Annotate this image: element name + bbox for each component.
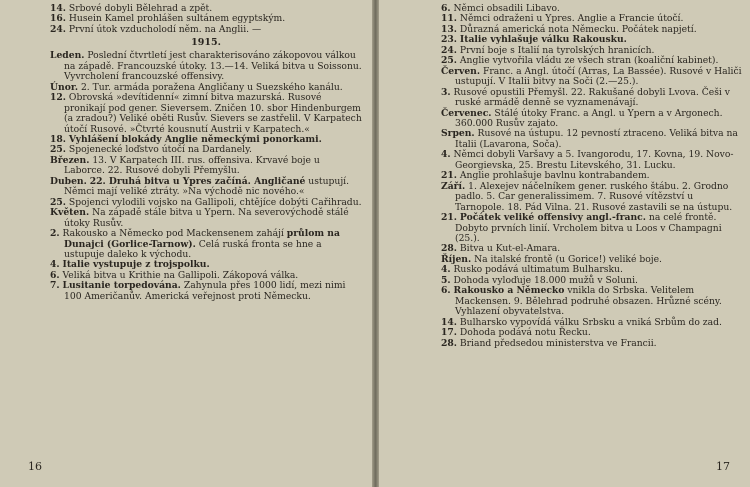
entry-day: 3. xyxy=(441,86,451,98)
entry-text: Obrovská »devítidenní« zimní bitva mazurská. Rusové pronikají pod gener. Sieversem. Zničen 10. sbor Hindenburgem (a zradou?) Veliké oběti Rusův. Sievers se zastřelil. V Karpatech útočí Rusové. »Čtvrté kousnutí Austrii v Karpatech.« xyxy=(64,92,362,135)
entry-text: Němci dobyli Varšavy a 5. Ivangorodu, 17. Kovna, 19. Novo-Georgievska, 25. Brestu Litevského, 31. Lucku. xyxy=(453,149,734,171)
entry-text: Zahynula přes 1000 lidí, mezi nimi 100 Američanův. Americká veřejnost proti Německu. xyxy=(64,280,346,302)
month-label: Leden. xyxy=(50,50,85,62)
right-entries xyxy=(441,4,744,349)
entry-text: Spojenecké loďstvo útočí na Dardanely. xyxy=(68,144,252,156)
entry-highlight: 22. Druhá bitva u Ypres začíná. Angličané xyxy=(89,175,306,187)
chronology-entry xyxy=(441,182,744,213)
entry-highlight: Italie vyhlašuje válku Rakousku. xyxy=(459,34,627,46)
chronology-entry xyxy=(441,88,744,109)
entry-highlight: Počátek veliké offensivy angl.-franc. xyxy=(459,212,646,224)
month-label: Únor. xyxy=(50,81,79,93)
entry-text: 1. Alexejev náčelníkem gener. ruského štábu. 2. Grodno padlo. 5. Car generalissimem. 7. Rusové vítězství u Tarnopole. 18. Pád Vilna. 21. Rusové zastavili se na ústupu. xyxy=(455,180,733,213)
entry-day: 23. xyxy=(441,34,457,46)
entry-day: 28. xyxy=(441,243,457,255)
entry-highlight: Lusitanie torpedována. xyxy=(62,280,181,292)
entry-day: 25. xyxy=(50,196,66,208)
entry-day: 18. xyxy=(50,133,66,145)
entry-text: 2. Tur. armáda poražena Angličany u Suezského kanálu. xyxy=(80,81,343,93)
page-number-right: 17 xyxy=(716,460,730,473)
entry-day: 21. xyxy=(441,212,457,224)
entry-text: vnikla do Srbska. Velitelem Mackensen. 9. Bělehrad podruhé obsazen. Hrůzné scény. Vyhlazení obyvatelstva. xyxy=(455,285,722,318)
entry-text: Rusko podává ultimatum Bulharsku. xyxy=(453,264,623,276)
entry-text: Veliká bitva u Krithie na Gallipoli. Zákopová válka. xyxy=(62,269,299,281)
entry-text: ustupují. Němci mají veliké ztráty. »Na východě nic nového.« xyxy=(64,175,350,198)
entry-text: Bitva u Kut-el-Amara. xyxy=(459,243,561,255)
entry-text: První útok vzducholodí něm. na Anglii. — xyxy=(68,23,262,35)
entry-day: 16. xyxy=(50,13,66,25)
entry-day: 2. xyxy=(50,228,60,240)
entry-text: Franc. a Angl. útočí (Arras, La Bassée). Rusové v Haliči ustupují. V Italii bitvy na Soči (2.—25.). xyxy=(455,65,742,88)
entry-highlight: Italie vystupuje z trojspolku. xyxy=(62,259,210,271)
entry-day: 25. xyxy=(441,55,457,67)
entry-text: Briand předsedou ministerstva ve Francii. xyxy=(459,337,657,349)
entry-text: Rakousko a Německo pod Mackensenem zahájí xyxy=(62,228,284,240)
entry-highlight: průlom na Dunajci (Gorlice-Tarnow). xyxy=(64,228,340,250)
entry-text: Bulharsko vypovídá válku Srbsku a vniká Srbům do zad. xyxy=(459,316,722,328)
entry-day: 6. xyxy=(441,3,451,14)
entry-day: 4. xyxy=(441,149,451,161)
year-heading: 1915. xyxy=(191,37,221,49)
chronology-entry xyxy=(441,129,744,150)
entry-day: 14. xyxy=(441,316,457,328)
entry-day: 5. xyxy=(441,274,451,286)
chronology-entry xyxy=(441,67,744,88)
left-top-entries xyxy=(50,4,362,35)
month-label: Červenec. xyxy=(441,107,492,119)
entry-text: Němci odraženi u Ypres. Anglie a Francie útočí. xyxy=(459,13,684,25)
entry-day: 4. xyxy=(50,259,60,271)
page-number-left: 16 xyxy=(28,460,42,473)
chronology-entry xyxy=(441,286,744,317)
entry-day: 7. xyxy=(50,280,60,292)
entry-day: 28. xyxy=(441,337,457,349)
entry-text: První boje s Italií na tyrolských hranicích. xyxy=(459,44,655,56)
entry-day: 13. xyxy=(441,23,457,35)
entry-text: na celé frontě. Dobyto prvních linií. Vrcholem bitva u Loos v Champagni (25.). xyxy=(455,212,722,244)
chronology-entry xyxy=(50,177,362,198)
entry-text: Husein Kamel prohlášen sultánem egyptským. xyxy=(68,13,286,25)
chronology-entry xyxy=(50,281,362,302)
month-label: Březen. xyxy=(50,154,90,166)
entry-day: 25. xyxy=(50,144,66,156)
left-entries xyxy=(50,51,362,302)
entry-day: 12. xyxy=(50,92,66,104)
entry-text: Rusové opustili Přemyšl. 22. Rakušané dobyli Lvova. Češi v ruské armádě denně se vyznamenávají. xyxy=(453,86,730,109)
entry-text: Dohoda podává notu Řecku. xyxy=(459,327,591,339)
chronology-entry xyxy=(441,213,744,244)
chronology-entry xyxy=(50,51,362,82)
entry-day: 14. xyxy=(50,3,66,14)
chronology-entry xyxy=(50,25,362,35)
month-label: Květen. xyxy=(50,207,90,219)
month-label: Září. xyxy=(441,180,466,192)
entry-text: Dohoda vyloďuje 18.000 mužů v Soluni. xyxy=(453,274,638,286)
book-gutter xyxy=(372,0,379,487)
chronology-entry xyxy=(50,156,362,177)
month-label: Červen. xyxy=(441,65,481,77)
chronology-entry xyxy=(441,109,744,130)
entry-text: 13. V Karpatech III. rus. offensiva. Krvavé boje u Laborce. 22. Rusové dobyli Přemyšlu. xyxy=(64,154,320,177)
chronology-entry xyxy=(441,150,744,171)
chronology-entry xyxy=(50,229,362,260)
entry-day: 17. xyxy=(441,327,457,339)
entry-text: Na západě stále bitva u Ypern. Na severovýchodě stálé útoky Rusův. xyxy=(64,207,349,229)
entry-text: Poslední čtvrtletí jest charakterisováno zákopovou válkou na západě. Francouzské útoky. 13.—14. Veliká bitva u Soissonu. Vyvrcholení francouzské offensivy. xyxy=(64,50,362,83)
entry-text: Celá ruská fronta se hne a ustupuje daleko k východu. xyxy=(64,238,322,260)
entry-text: Stálé útoky Franc. a Angl. u Ypern a v Argonech. 360.000 Rusův zajato. xyxy=(455,107,723,129)
entry-text: Spojenci vylodili vojsko na Gallipoli, chtějíce dobýti Cařihradu. xyxy=(68,196,362,208)
entry-text: Důrazná americká nota Německu. Počátek napjetí. xyxy=(459,23,697,35)
chronology-entry xyxy=(50,93,362,135)
month-label: Srpen. xyxy=(441,128,475,140)
month-label: Duben. xyxy=(50,175,87,187)
entry-highlight: Rakousko a Německo xyxy=(453,285,565,297)
entry-text: Němci obsadili Libavo. xyxy=(453,3,560,14)
chronology-entry xyxy=(441,339,744,349)
left-page xyxy=(0,0,372,487)
right-page xyxy=(379,0,750,487)
entry-day: 24. xyxy=(441,44,457,56)
entry-day: 4. xyxy=(441,264,451,276)
entry-day: 24. xyxy=(50,23,66,35)
entry-highlight: Vyhlášení blokády Anglie německými ponorkami. xyxy=(68,133,322,145)
entry-day: 11. xyxy=(441,13,457,25)
entry-text: Anglie prohlašuje bavlnu kontrabandem. xyxy=(459,170,650,182)
entry-day: 6. xyxy=(50,269,60,281)
entry-day: 21. xyxy=(441,170,457,182)
entry-text: Na italské frontě (u Gorice!) veliké boje. xyxy=(474,253,662,265)
entry-day: 6. xyxy=(441,285,451,297)
entry-text: Srbové dobyli Bělehrad a zpět. xyxy=(68,3,213,14)
month-label: Říjen. xyxy=(441,253,472,265)
entry-text: Anglie vytvořila vládu ze všech stran (koaliční kabinet). xyxy=(459,55,719,67)
chronology-entry xyxy=(50,208,362,229)
entry-text: Rusové na ústupu. 12 pevností ztraceno. Veliká bitva na Italii (Lavarona, Soča). xyxy=(455,128,738,150)
